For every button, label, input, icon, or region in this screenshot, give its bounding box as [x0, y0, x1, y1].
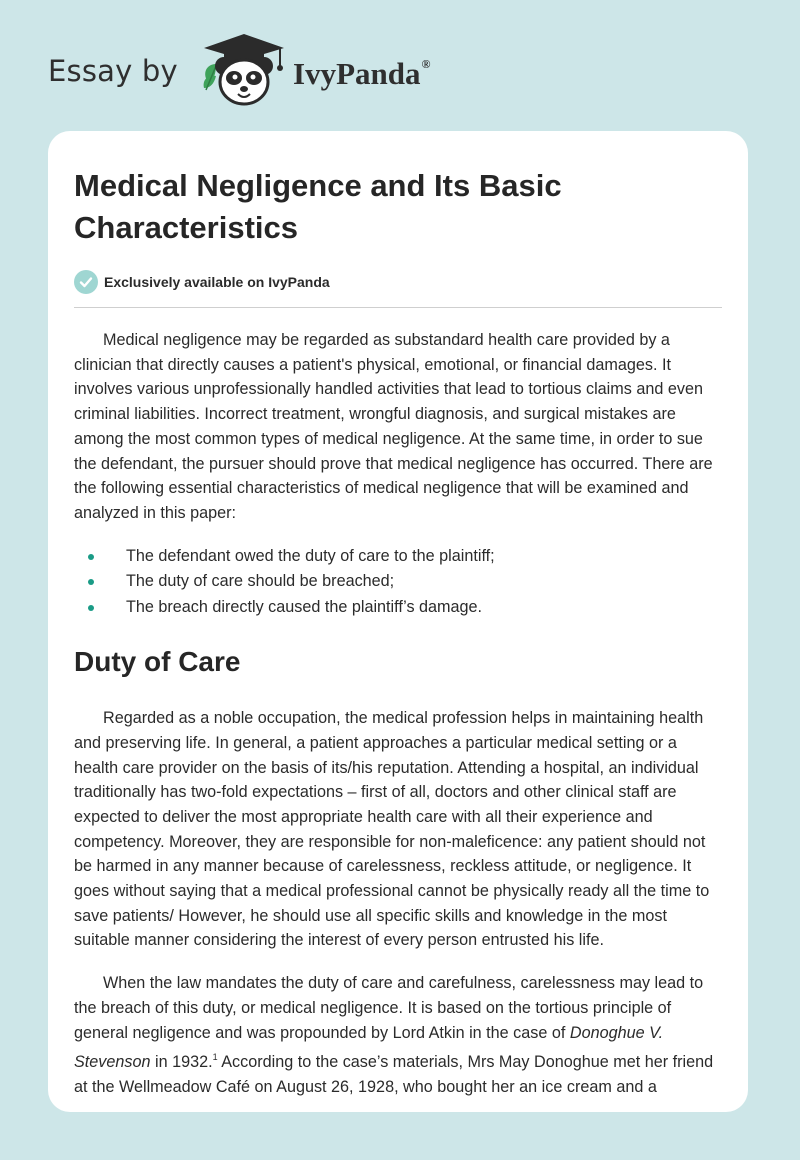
paragraph-text: According to the case’s materials, Mrs May Donoghue met her friend at the Wellmeadow Café on August 26, 1928, who bought her an ice cream and a [74, 1053, 714, 1096]
brand-label: IvyPanda [293, 56, 421, 91]
bullet-icon [88, 554, 94, 560]
characteristics-list [74, 544, 722, 621]
list-item-text: The defendant owed the duty of care to the plaintiff; [126, 546, 495, 565]
essay-by-label: Essay by [48, 54, 178, 88]
list-item [74, 569, 722, 595]
divider [74, 307, 722, 308]
footnote-ref[interactable]: 1 [212, 1052, 218, 1063]
panda-logo-icon[interactable] [200, 30, 288, 110]
registered-mark: ® [421, 57, 431, 71]
page-title: Medical Negligence and Its Basic Characteristics [74, 168, 562, 245]
section-heading: Duty of Care [74, 646, 241, 678]
brand-name[interactable] [293, 56, 430, 92]
negligence-paragraph [74, 971, 722, 1100]
essay-card [48, 131, 748, 1112]
exclusive-badge [74, 269, 722, 295]
list-item-text: The breach directly caused the plaintiff’s damage. [126, 597, 483, 616]
paragraph-text: When the law mandates the duty of care and carefulness, carelessness may lead to the breach of this duty, or medical negligence. It is based on the tortious principle of general negligence and was propounded by Lord Atkin in the case of [74, 974, 704, 1042]
intro-paragraph: Medical negligence may be regarded as substandard health care provided by a clinician that directly causes a patient's physical, emotional, or financial damages. It involves various unprofessionally handled activities that lead to tortious claims and even criminal liabilities. Incorrect treatment, wrongful diagnosis, and surgical mistakes are among the most common types of medical negligence. At the same time, in order to sue the defendant, the pursuer should prove that medical negligence has occurred. There are the following essential characteristics of medical negligence that will be examined and analyzed in this paper: [74, 331, 713, 522]
bullet-icon [88, 605, 94, 611]
check-icon [74, 270, 98, 294]
case-name: Donoghue V. Stevenson [74, 1023, 664, 1072]
duty-of-care-paragraph: Regarded as a noble occupation, the medical profession helps in maintaining health and preserving life. In general, a patient approaches a particular medical setting or a health care provider on the basis of its/his reputation. Attending a hospital, an individual traditionally has two-fold expectations – first of all, doctors and other clinical staff are expected to deliver the most appropriate health care with all their experience and competency. Moreover, they are responsible for non-maleficence: any patient should not be harmed in any manner because of carelessness, reckless attitude, or negligence. It goes without saying that a medical professional cannot be physically ready all the time to save patients/ However, he should use all specific skills and knowledge in the most suitable manner considering the interest of every person entrusted his life. [74, 709, 710, 950]
paragraph-text: in 1932. [150, 1053, 213, 1072]
site-header [0, 0, 800, 130]
list-item-text: The duty of care should be breached; [126, 572, 395, 591]
list-item [74, 544, 722, 570]
exclusive-label: Exclusively available on IvyPanda [104, 274, 330, 290]
list-item [74, 595, 722, 621]
bullet-icon [88, 579, 94, 585]
